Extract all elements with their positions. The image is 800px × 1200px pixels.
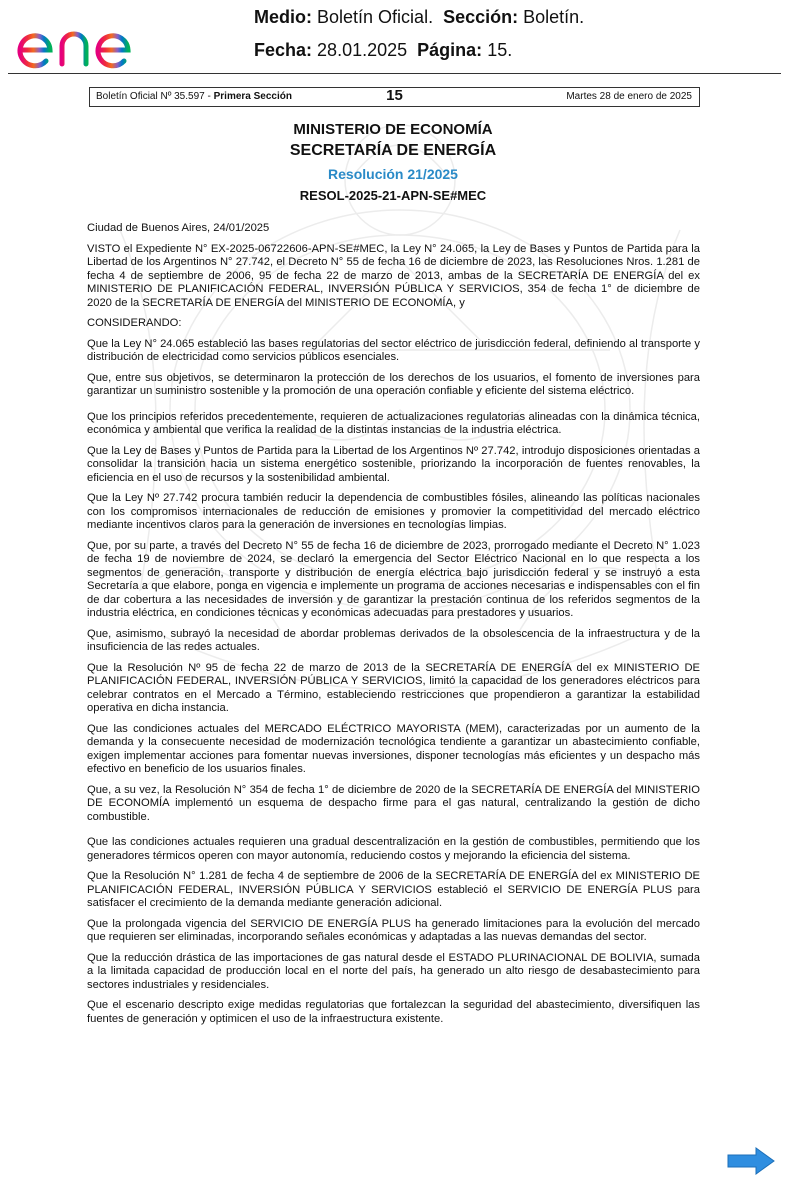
resolution-title: Resolución 21/2025 <box>328 166 458 182</box>
resolution-body <box>87 222 700 1033</box>
body-paragraph: Que los principios referidos precedentemente, requieren de actualizaciones regulatorias alineadas con la dinámica técnica, económica y ambiental que verifica la realidad de la distintas instancias de la industria eléctrica. <box>87 410 700 436</box>
body-paragraph: Que, entre sus objetivos, se determinaron la protección de los derechos de los usuarios, el fomento de inversiones para garantizar un suministro sostenible y la promoción de una operación confiable y eficiente del sistema eléctrico. <box>87 371 700 397</box>
body-paragraph: Que la reducción drástica de las importaciones de gas natural desde el ESTADO PLURINACIONAL DE BOLIVIA, sumada a la limitada capacidad de producción local en el norte del país, ha generado un alto riesgo de desabastecimiento para sectores industriales y residenciales. <box>87 951 700 991</box>
seccion-value: Boletín. <box>523 7 585 27</box>
ministry-title: MINISTERIO DE ECONOMÍA <box>293 121 493 138</box>
fecha-label: Fecha: <box>254 40 313 60</box>
gazette-header-bar <box>89 87 700 107</box>
body-paragraph: Que el escenario descripto exige medidas regulatorias que fortalezcan la seguridad del abastecimiento, diversifiquen las fuentes de generación y optimicen el uso de la infraestructura existente. <box>87 999 700 1025</box>
body-paragraph: Que la Ley de Bases y Puntos de Partida para la Libertad de los Argentinos Nº 27.742, introdujo disposiciones orientadas a consolidar la transición hacia un sistema energético sostenible, priorizando la incorporación de fuentes renovables, la eficiencia en el uso de recursos y la sostenibilidad ambiental. <box>87 444 700 484</box>
header-divider <box>8 73 781 74</box>
gazette-page-number: 15 <box>386 87 403 104</box>
medio-value: Boletín Oficial. <box>317 7 434 27</box>
body-paragraph: Que la Ley Nº 27.742 procura también reducir la dependencia de combustibles fósiles, alineando las políticas nacionales con los compromisos internacionales de reducción de emisiones y promovier la competitividad del mercado eléctrico mediante incentivos claros para la generación de inversiones en tecnologías limpias. <box>87 492 700 531</box>
gazette-section: Primera Sección <box>213 91 292 102</box>
pagina-label: Página: <box>417 40 483 60</box>
media-line <box>254 7 584 28</box>
body-paragraph: Que la prolongada vigencia del SERVICIO DE ENERGÍA PLUS ha generado limitaciones para la evolución del mercado que requieren ser eliminadas, incorporando señales económicas y adaptadas a las nuevas demandas del sector. <box>87 917 700 943</box>
body-paragraph: Que, por su parte, a través del Decreto N° 55 de fecha 16 de diciembre de 2023, prorrogado mediante el Decreto N° 1.023 de fecha 19 de noviembre de 2024, se declaró la emergencia del Sector Eléctrico Nacional en lo que respecta a los segmentos de generación, transporte y distribución de energía eléctrica bajo jurisdicción federal y se instruyó a esta Secretaría a que elabore, ponga en vigencia e implemente un programa de acciones necesarias e indispensables con el fin de dar cobertura a las necesidades de inversión y de garantizar la prestación continua de los referidos segmentos de la industria eléctrica, en condiciones técnicas y económicas adecuadas para prestadores y usuarios. <box>87 539 700 619</box>
body-paragraph: Que, asimismo, subrayó la necesidad de abordar problemas derivados de la obsolescencia de la infraestructura y de la insuficiencia de las redes actuales. <box>87 627 700 653</box>
date-line <box>254 40 512 61</box>
body-paragraph: Que las condiciones actuales requieren una gradual descentralización en la gestión de combustibles, permitiendo que los generadores térmicos operen con mayor autonomía, reduciendo costos y mejorando la eficiencia del sistema. <box>87 836 700 862</box>
body-paragraph: Que, a su vez, la Resolución N° 354 de fecha 1° de diciembre de 2020 de la SECRETARÍA DE ENERGÍA del MINISTERIO DE ECONOMÍA implementó un esquema de despacho firme para el gas natural, centralizando la gestión de dicho combustible. <box>87 783 700 823</box>
arrow-right-icon[interactable] <box>726 1146 776 1176</box>
gazette-date: Martes 28 de enero de 2025 <box>566 91 692 102</box>
body-paragraph: Que la Resolución Nº 95 de fecha 22 de marzo de 2013 de la SECRETARÍA DE ENERGÍA del ex MINISTERIO DE PLANIFICACIÓN FEDERAL, INVERSIÓN PÚBLICA Y SERVICIOS, limitó la capacidad de los generadores eléctricos para celebrar contratos en el Mercado a Término, estableciendo restricciones que propendieron a garantizar la estabilidad operativa en dicha instancia. <box>87 661 700 714</box>
seccion-label: Sección: <box>443 7 519 27</box>
enel-logo <box>14 6 174 72</box>
gazette-issue: Boletín Oficial Nº 35.597 - Primera Sección <box>96 91 292 102</box>
place-date: Ciudad de Buenos Aires, 24/01/2025 <box>87 222 270 234</box>
pagina-value: 15. <box>487 40 513 60</box>
medio-label: Medio: <box>254 7 312 27</box>
secretariat-title: SECRETARÍA DE ENERGÍA <box>289 142 497 159</box>
body-paragraph: Que la Ley N° 24.065 estableció las bases regulatorias del sector eléctrico de jurisdicción federal, definiendo al transporte y distribución de electricidad como servicios públicos esenciales. <box>87 337 700 363</box>
body-paragraph: Que la Resolución N° 1.281 de fecha 4 de septiembre de 2006 de la SECRETARÍA DE ENERGÍA del ex MINISTERIO DE PLANIFICACIÓN FEDERAL, INVERSIÓN PÚBLICA Y SERVICIOS estableció el SERVICIO DE ENERGÍA PLUS para satisfacer el crecimiento de la demanda mediante generación adicional. <box>87 870 700 909</box>
resolution-code: RESOL-2025-21-APN-SE#MEC <box>299 188 487 203</box>
considerando-heading: CONSIDERANDO: <box>87 317 182 329</box>
fecha-value: 28.01.2025 <box>317 40 408 60</box>
visto-paragraph: VISTO el Expediente N° EX-2025-06722606-APN-SE#MEC, la Ley N° 24.065, la Ley de Bases y Puntos de Partida para la Libertad de los Argentinos N° 27.742, el Decreto N° 55 de fecha 16 de diciembre de 2023, las Resoluciones Nros. 1.281 de fecha 4 de septiembre de 2006, 95 de fecha 22 de marzo de 2013, ambas de la SECRETARÍA DE ENERGÍA del ex MINISTERIO DE PLANIFICACIÓN FEDERAL, INVERSIÓN PÚBLICA Y SERVICIOS, 354 de fecha 1° de diciembre de 2020 de la SECRETARÍA DE ENERGÍA del MINISTERIO DE ECONOMÍA, y <box>87 242 700 309</box>
body-paragraph: Que las condiciones actuales del MERCADO ELÉCTRICO MAYORISTA (MEM), caracterizadas por un aumento de la demanda y la consecuente necesidad de modernización tecnológica tendiente a garantizar un abastecimiento confiable, exigen implementar acciones para fomentar nuevas inversiones, disponer tecnologías más eficientes y un despacho más efectivo en beneficio de los usuarios finales. <box>87 722 700 775</box>
